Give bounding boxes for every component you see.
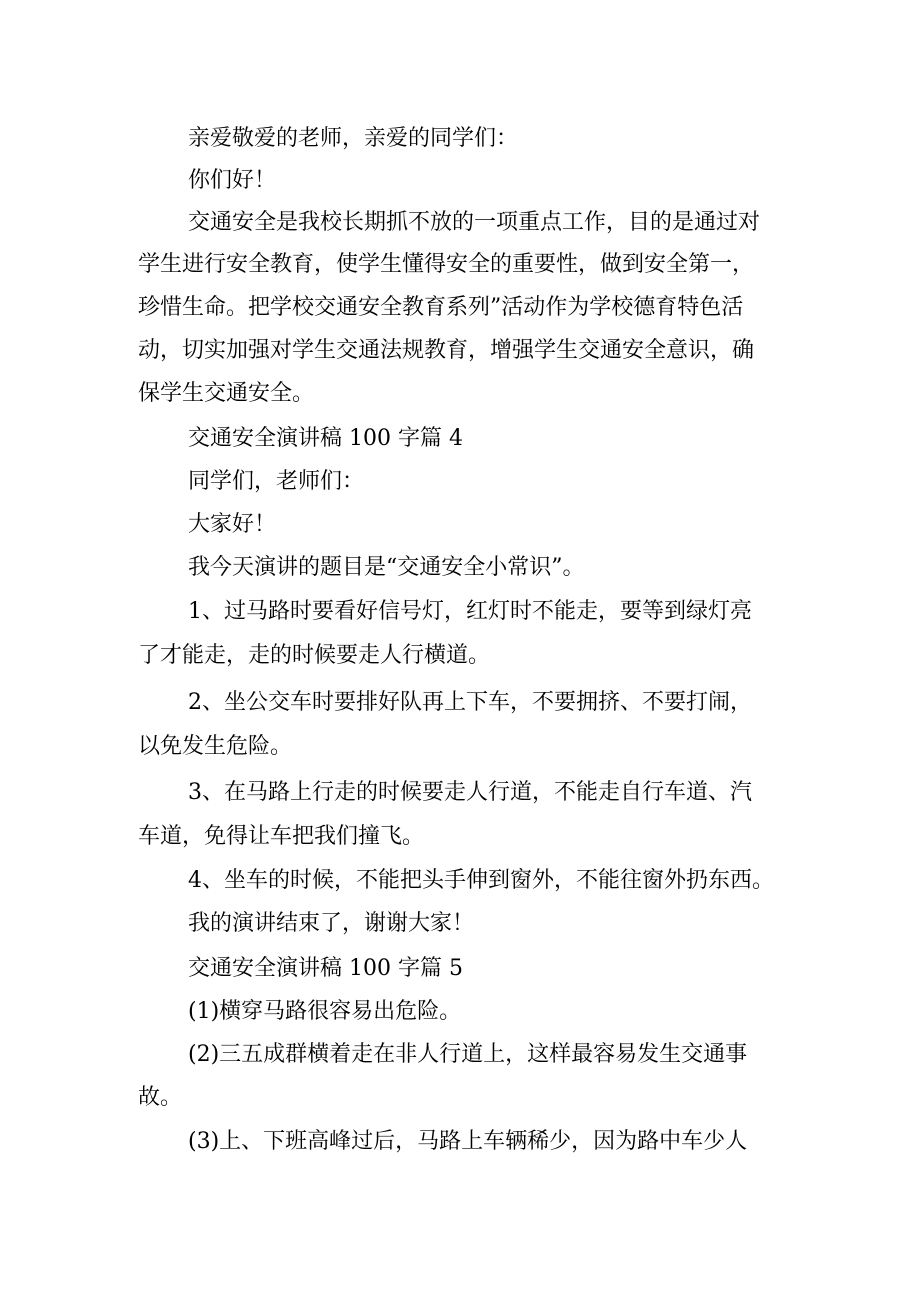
paragraph-line: 学生进行安全教育，使学生懂得安全的重要性，做到安全第一， — [138, 252, 755, 277]
list-item-line: 2、坐公交车时要排好队再上下车，不要拥挤、不要打闹， — [188, 690, 752, 715]
salutation-line: 同学们，老师们： — [188, 469, 365, 494]
section-heading: 交通安全演讲稿 100 字篇 4 — [188, 426, 463, 451]
greeting-line: 大家好！ — [188, 512, 277, 537]
list-item-line: 车道，免得让车把我们撞飞。 — [138, 824, 425, 849]
greeting-line: 你们好！ — [188, 168, 277, 193]
paragraph-line: 珍惜生命。把学校交通安全教育系列”活动作为学校德育特色活 — [138, 295, 744, 320]
paragraph-line: 交通安全是我校长期抓不放的一项重点工作，目的是通过对 — [188, 210, 761, 235]
list-item-line: 故。 — [138, 1085, 183, 1110]
list-item-line: 以免发生危险。 — [138, 734, 293, 759]
salutation-line: 亲爱敬爱的老师，亲爱的同学们： — [188, 126, 519, 151]
section-heading: 交通安全演讲稿 100 字篇 5 — [188, 956, 463, 981]
list-item-line: 3、在马路上行走的时候要走人行道，不能走自行车道、汽 — [188, 780, 752, 805]
list-item-line: (3)上、下班高峰过后，马路上车辆稀少，因为路中车少人 — [188, 1129, 748, 1154]
list-item-line: 4、坐车的时候，不能把头手伸到窗外，不能往窗外扔东西。 — [188, 868, 774, 893]
list-item-line: 1、过马路时要看好信号灯，红灯时不能走，要等到绿灯亮 — [188, 599, 752, 624]
paragraph-line: 我今天演讲的题目是“交通安全小常识”。 — [188, 555, 585, 580]
list-item-line: 了才能走，走的时候要走人行横道。 — [138, 643, 491, 668]
paragraph-line: 动，切实加强对学生交通法规教育，增强学生交通安全意识，确 — [138, 338, 755, 363]
paragraph-line: 保学生交通安全。 — [138, 381, 315, 406]
closing-line: 我的演讲结束了，谢谢大家！ — [188, 911, 475, 936]
list-item-line: (1)横穿马路很容易出危险。 — [188, 999, 462, 1024]
list-item-line: (2)三五成群横着走在非人行道上，这样最容易发生交通事 — [188, 1042, 748, 1067]
